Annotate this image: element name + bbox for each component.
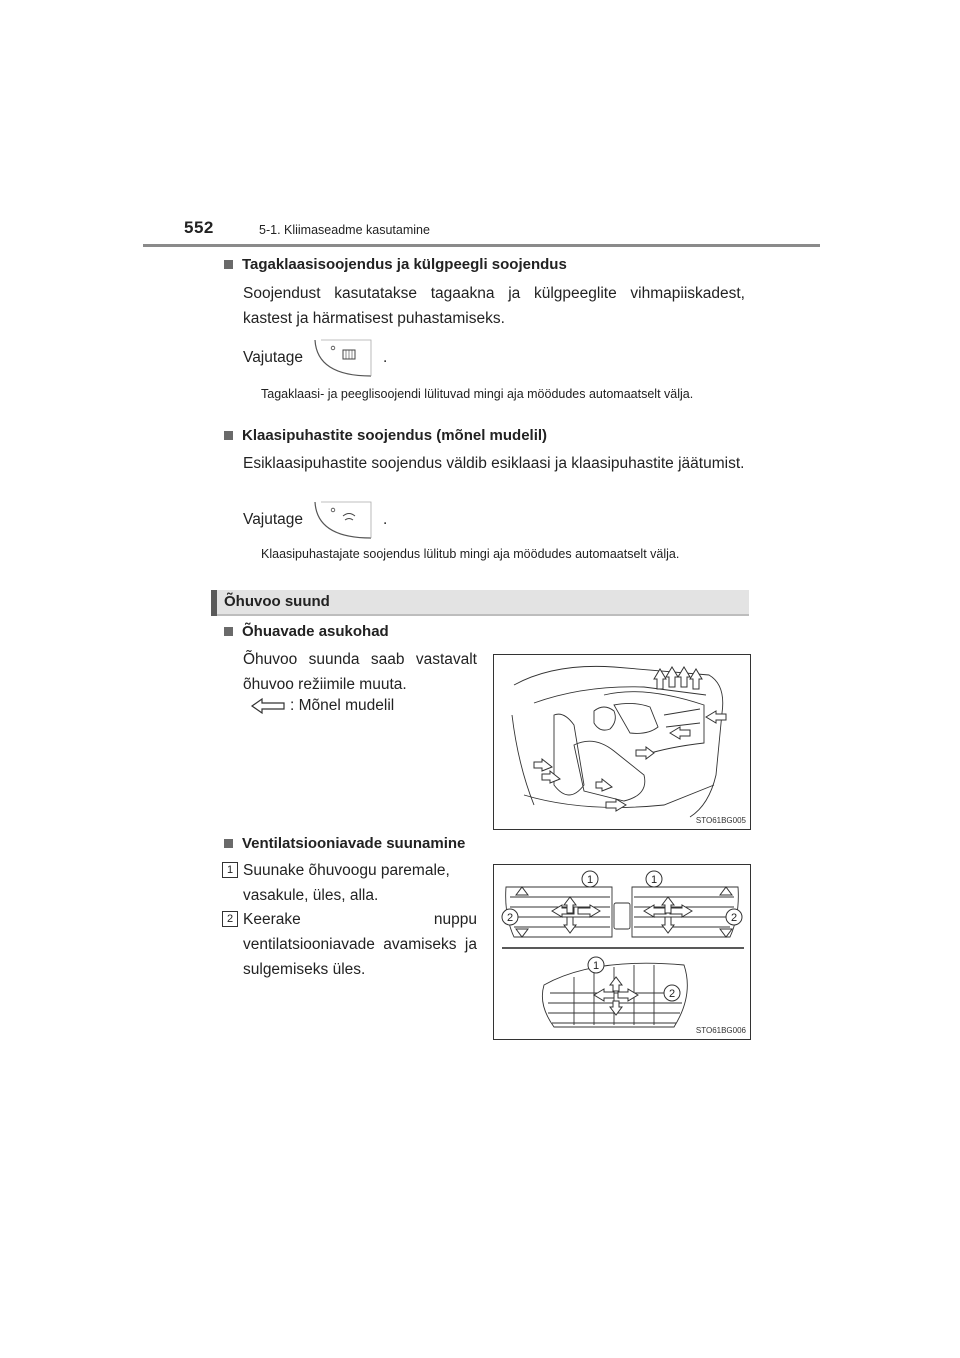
step-number-badge: 2 [222, 911, 238, 927]
vent-locations-body: Õhuvoo suunda saab vastavalt õhuvoo režiimile muuta. [243, 651, 477, 693]
wiper-deicer-button-icon[interactable] [313, 500, 373, 540]
section-title: Õhuvoo suund [224, 593, 330, 610]
step-text: Keerake nuppu ventilatsiooniavade avamiseks ja sulgemiseks üles. [243, 911, 477, 978]
vent-locations-figure [493, 654, 751, 830]
figure-callout-label: 1 [650, 874, 658, 886]
rear-defogger-heading: Tagaklaasisoojendus ja külgpeegli soojendus [224, 256, 567, 273]
figure-callout-label: 1 [586, 874, 594, 886]
step-text: Suunake õhuvoogu paremale, vasakule, üles, alla. [243, 862, 450, 904]
adjust-vents-heading: Ventilatsiooniavade suunamine [224, 835, 465, 852]
figure-code: STO61BG005 [695, 816, 746, 825]
section-header: 5-1. Kliimaseadme kasutamine [259, 223, 430, 237]
legend-row: : Mõnel mudelil [250, 697, 394, 715]
wiper-deicer-heading: Klaasipuhastite soojendus (mõnel mudelil) [224, 427, 547, 444]
square-bullet-icon [224, 431, 233, 440]
step-number-badge: 1 [222, 862, 238, 878]
square-bullet-icon [224, 627, 233, 636]
header-rule [143, 244, 820, 247]
rear-defogger-button-icon[interactable] [313, 338, 373, 378]
square-bullet-icon [224, 839, 233, 848]
vent-adjust-illustration [494, 865, 750, 1039]
rear-defogger-note: Tagaklaasi- ja peeglisoojendi lülituvad mingi aja möödudes automaatselt välja. [261, 387, 694, 401]
vent-locations-heading: Õhuavade asukohad [224, 623, 389, 640]
section-band-marker [211, 590, 217, 616]
vent-adjust-figure [493, 864, 751, 1040]
page-number: 552 [184, 218, 214, 237]
square-bullet-icon [224, 260, 233, 269]
figure-callout-label: 2 [506, 912, 514, 924]
optional-airflow-arrow-icon [250, 697, 286, 715]
figure-callout-label: 2 [730, 912, 738, 924]
cabin-airflow-illustration [494, 655, 750, 829]
figure-code: STO61BG006 [695, 1026, 746, 1035]
rear-defogger-body: Soojendust kasutatakse tagaakna ja külgpeeglite vihmapiiskadest, kastest ja härmatisest puhastamiseks. [243, 285, 745, 327]
wiper-deicer-note: Klaasipuhastajate soojendus lülitub mingi aja möödudes automaatselt välja. [261, 547, 680, 561]
rear-defogger-press-line: Vajutage . [243, 338, 387, 378]
wiper-deicer-body: Esiklaasipuhastite soojendus väldib esiklaasi ja klaasipuhastite jäätumist. [243, 455, 745, 472]
figure-callout-label: 2 [668, 988, 676, 1000]
figure-callout-label: 1 [592, 960, 600, 972]
wiper-deicer-press-line: Vajutage . [243, 500, 387, 540]
